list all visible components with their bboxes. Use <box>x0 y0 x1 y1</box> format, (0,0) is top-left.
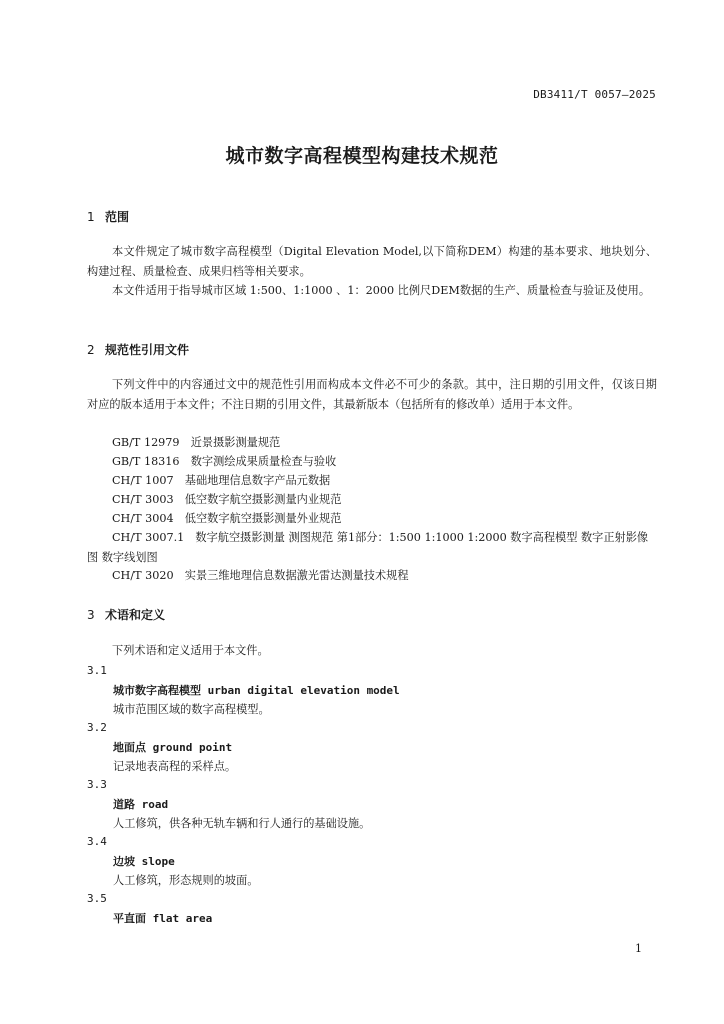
section-number: 3 <box>87 608 95 622</box>
term-number: 3.1 <box>87 664 107 677</box>
term-name: 城市数字高程模型 urban digital elevation model <box>113 684 400 697</box>
term-definition: 城市范围区域的数字高程模型。 <box>113 703 270 716</box>
terms-intro-paragraph: 下列术语和定义适用于本文件。 <box>112 644 269 657</box>
document-code: DB3411/T 0057—2025 <box>533 88 656 101</box>
term-number: 3.2 <box>87 721 107 734</box>
references-intro-paragraph: 下列文件中的内容通过文中的规范性引用而构成本文件必不可少的条款。其中，注日期的引用文件，仅该日期对应的版本适用于本文件；不注日期的引用文件，其最新版本（包括所有的修改单）适用于本文件。 <box>87 378 657 411</box>
reference-item: CH/T 3007.1 数字航空摄影测量 测图规范 第1部分：1:500 1:1000 1:2000 数字高程模型 数字正射影像图 数字线划图 <box>87 531 649 564</box>
reference-item: CH/T 1007 基础地理信息数字产品元数据 <box>112 474 331 487</box>
section-title: 规范性引用文件 <box>105 343 190 357</box>
reference-item: GB/T 12979 近景摄影测量规范 <box>112 436 281 449</box>
section-heading-normative-references <box>87 341 189 358</box>
section-heading-scope <box>87 208 129 225</box>
term-number: 3.3 <box>87 778 107 791</box>
reference-item: CH/T 3004 低空数字航空摄影测量外业规范 <box>112 512 342 525</box>
term-name: 地面点 ground point <box>113 741 233 754</box>
page-number: 1 <box>635 942 642 955</box>
term-definition: 记录地表高程的采样点。 <box>113 760 237 773</box>
reference-item: CH/T 3020 实景三维地理信息数据激光雷达测量技术规程 <box>112 569 409 582</box>
document-title: 城市数字高程模型构建技术规范 <box>225 145 499 167</box>
section-title: 术语和定义 <box>105 608 166 622</box>
scope-paragraph-2: 本文件适用于指导城市区域 1:500、1:1000 、1：2000 比例尺DEM数据的生产、质量检查与验证及使用。 <box>112 284 651 297</box>
scope-paragraph-1: 本文件规定了城市数字高程模型（Digital Elevation Model,以下简称DEM）构建的基本要求、地块划分、构建过程、质量检查、成果归档等相关要求。 <box>87 245 657 278</box>
section-number: 1 <box>87 210 95 224</box>
term-name: 平直面 flat area <box>113 912 213 925</box>
section-title: 范围 <box>105 210 130 224</box>
section-number: 2 <box>87 343 95 357</box>
term-definition: 人工修筑，供各种无轨车辆和行人通行的基础设施。 <box>113 817 371 830</box>
term-definition: 人工修筑，形态规则的坡面。 <box>113 874 259 887</box>
term-number: 3.5 <box>87 892 107 905</box>
reference-item: GB/T 18316 数字测绘成果质量检查与验收 <box>112 455 337 468</box>
reference-item: CH/T 3003 低空数字航空摄影测量内业规范 <box>112 493 342 506</box>
section-heading-terms-definitions <box>87 606 165 623</box>
term-name: 道路 road <box>113 798 169 811</box>
term-name: 边坡 slope <box>113 855 175 868</box>
term-number: 3.4 <box>87 835 107 848</box>
